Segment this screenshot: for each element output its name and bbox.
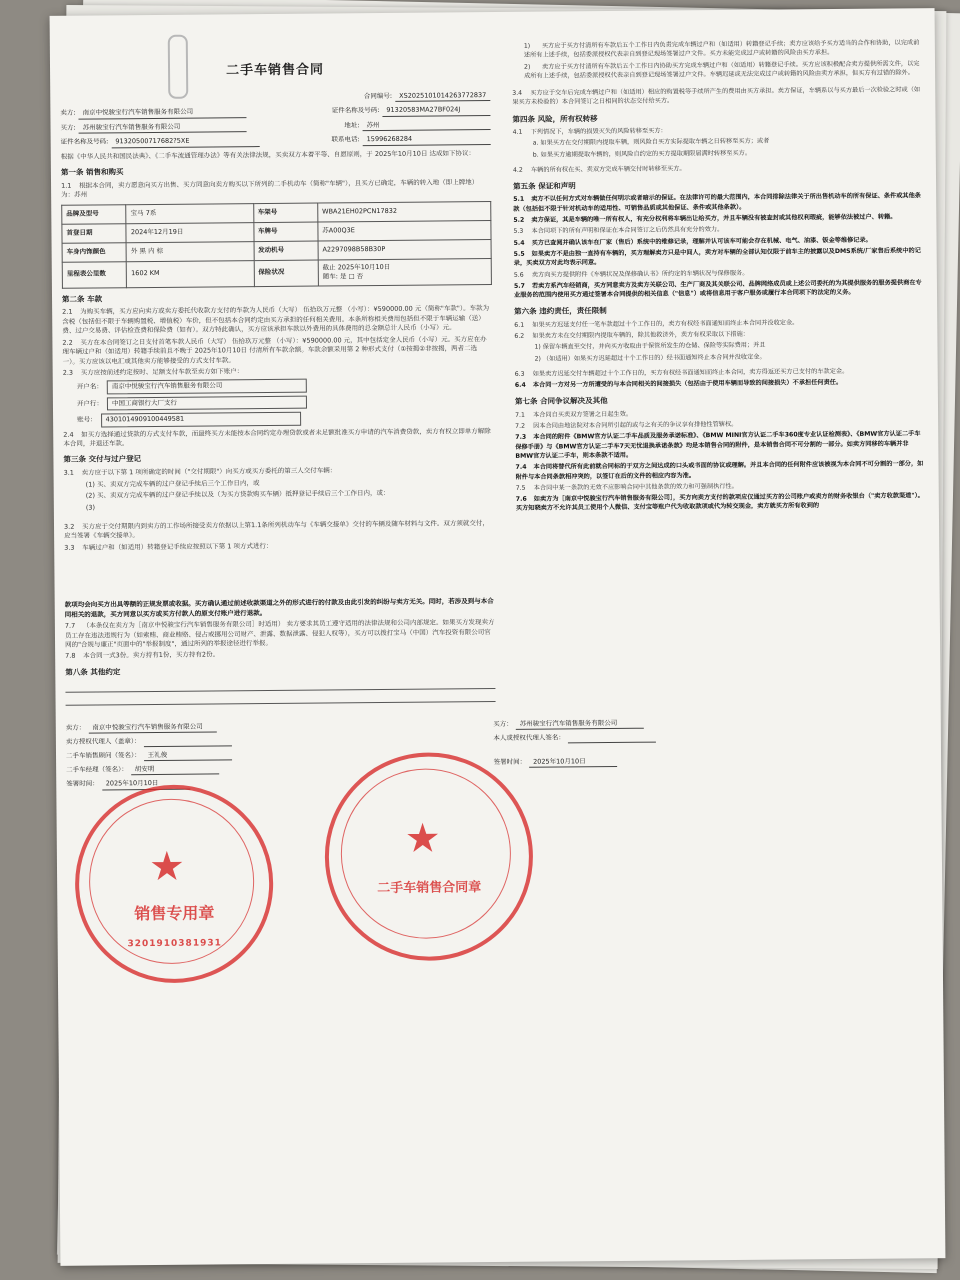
clause-7-6: 7.6 如卖方为［南京中悦骏宝行汽车销售服务有限公司］，买方向卖方支付的款项应仅通过买方的公司账户或卖方的财务收银台（"卖方收款渠道"）。买方知晓卖方不允许其员工使用个人微信、支付宝等账户代为收取款项或代为转交现金，卖方就买方所有收到的 bbox=[515, 492, 924, 513]
article-2-3: 2.3 买方应按前述约定按时、足额支付车款至卖方如下账户： bbox=[62, 367, 244, 377]
article-2-title: 第二条 车款 bbox=[61, 293, 103, 304]
vin-value: WBA21EH02PCN17832 bbox=[318, 201, 491, 222]
clause-4-1b: b. 如果买方逾期提取车辆的，则风险自约定的买方提取期限届满时转移至买方。 bbox=[532, 149, 752, 159]
clause-7-5: 7.5 本合同中某一条款的无效不应影响合同中其他条款的效力和可强制执行性。 bbox=[515, 482, 738, 492]
sig-buyer-value: 苏州骏宝行汽车销售服务有限公司 bbox=[516, 718, 644, 730]
article-3-1c: (3) bbox=[85, 503, 96, 512]
seller-seal-text: 销售专用章 bbox=[134, 903, 215, 924]
clause-1-text: 买方应于买方付清所有车款后五个工作日内负责完成车辆过户和（如适用）转籍登记手续；卖方应该给予买方适当的合作和协助，以完成前述所有上述手续，包括委派授权代表亲自到登记现场签署过户文件。买方未能完成过户或转籍的风险由买方承担。 bbox=[523, 39, 920, 60]
clause-5-5-text: 如果卖方不是由独一直持有车辆的，买方理解卖方只是中间人，卖方对车辆的全部认知仅限于前车主的披露以及DMS系统/厂家售后系统中的记录，买卖双方对此均表示同意。 bbox=[513, 247, 921, 268]
clause-2: 2) 卖方应于买方付清所有车款后五个工作日内协助买方完成车辆过户和（如适用）转籍登记手续。买方应该积极配合卖方提供所需文件，以完成所有上述手续，包括委派授权代表亲自到登记现场签署过户文件。车辆迟延或无法完成过户或转籍的风险由卖方承担，但买方有过错的除外。 bbox=[523, 59, 920, 80]
article-3-3: 3.3 车辆过户和（如适用）转籍登记手续应按照以下第 1 项方式进行： bbox=[64, 541, 273, 552]
blank-line bbox=[65, 691, 495, 706]
clause-3-4: 3.4 买方应于交车后完成车辆过户和（如适用）相应的购置税等手续所产生的费用由买方承担。卖方保证，车辆系以与买方最后一次检验之时或（如果买方未检验的）本合同签订之日相同的状态交付给买方。 bbox=[512, 86, 921, 107]
seller-label: 卖方: bbox=[60, 108, 76, 118]
article-3-2-text: 买方应于交付期限内到卖方的工作场所接受卖方依据以上第1.1条所列机动车与《车辆交接单》交付的车辆及随车材料与文件。双方须就交付，应当签署《车辆交接单》。 bbox=[64, 519, 489, 541]
plate-value: 苏A00Q3E bbox=[318, 220, 491, 241]
buyer-id-row bbox=[61, 132, 491, 150]
article-3-1a: (1) 买、卖双方完成车辆的过户登记手续后三个工作日内，或 bbox=[85, 478, 260, 489]
bank-name-value: 中国工商银行大厂支行 bbox=[107, 395, 307, 410]
clause-7-1-text: 本合同自买卖双方签署之日起生效。 bbox=[533, 410, 633, 419]
bank-account-value: 4301014909100449581 bbox=[101, 412, 301, 427]
sig-date-label: 签署时间： bbox=[66, 779, 99, 789]
engine-value: A2297098B58B30P bbox=[318, 239, 491, 260]
article-2-1: 2.1 为购买车辆，买方应向卖方或卖方委托代收款方支付的车款为人民币（大写） 伍拾玖万元整 （小写）：¥590000.00 元（简称"车款"）。车款为含税（包括但不限于车辆购置税、增值税）车价，但不包括本合同约定由买方承担的任何相关费用。本条所称相关费用包括但不限于车辆运输（送）费、过户交易费、评估检查费和保险费（如有）。双方特此确认，买方应该承担车款以外费用的具体费用的总金额总计人民币（小写）元。 bbox=[62, 304, 490, 336]
contract-page bbox=[50, 8, 946, 1266]
clause-5-6: 5.6 卖方向买方提供附件《车辆状况及保修确认书》所约定的车辆状况与保修服务。 bbox=[513, 269, 749, 279]
clause-5-5: 5.5 如果卖方不是由独一直持有车辆的，买方理解卖方只是中间人，卖方对车辆的全部认知仅限于前车主的披露以及DMS系统/厂家售后系统中的记录，买卖双方对此均表示同意。 bbox=[513, 247, 921, 268]
clause-6-2: 6.2 如果卖方未在交付期限内提取车辆的，除其他救济外，卖方有权采取以下措施： bbox=[514, 330, 749, 340]
sig-seller-label: 卖方： bbox=[65, 723, 86, 732]
document-title: 二手车销售合同 bbox=[225, 62, 325, 79]
sig-seller-rep-value bbox=[144, 736, 232, 746]
clause-4-2: 4.2 车辆的所有权在买、卖双方完成车辆交付时转移至买方。 bbox=[512, 165, 686, 174]
clause-5-7-text: 若卖方系汽车经销商，买方同意卖方及卖方关联公司、生产厂商及其关联公司、品牌网络成员或上述公司委托的为其提供服务的服务提供商在专业服务的范围内使用买方通过签署本合同提供的相关信息（"信息"）或将信息用于客户服务或履行本合同项下的法定的义务。 bbox=[513, 279, 922, 299]
sig-buyer-rep-label: 本人或授权代理人签名： bbox=[493, 733, 565, 743]
article-3-2: 3.2 买方应于交付期限内到卖方的工作场所接受卖方依据以上第1.1条所列机动车与《车辆交接单》交付的车辆及随车材料与文件。双方须就交付，应当签署《车辆交接单》。 bbox=[63, 519, 489, 541]
article-2-1-text: 为购买车辆，买方应向卖方或卖方委托代收款方支付的车款为人民币（大写） 伍拾玖万元整 （小写）：¥590000.00 元（简称"车款"）。车款为含税（包括但不限于车辆购置税、增值税）车价，但不包括本合同约定由买方承担的任何相关费用。本条所称相关费用包括但不限于车辆运输（送）费、过户交易费、评估检查费和保险费（如有）。双方特此确认，买方应该承担车款以外费用的具体费用的总金额总计人民币（小写）元。 bbox=[62, 304, 490, 336]
clause-5-2-text: 卖方保证，其是车辆的唯一所有权人，有充分权利将车辆出让给买方，并且车辆没有被查封或其他权利瑕疵，能够依法被过户、转籍。 bbox=[531, 213, 897, 224]
phone-value: 15996268284 bbox=[363, 134, 491, 146]
article-7-8-text: 本合同一式3份。卖方持有1份，买方持有2份。 bbox=[83, 650, 220, 661]
article-7-title: 第七条 合同争议解决及其他 bbox=[514, 396, 608, 407]
clause-7-3-text: 本合同的附件《BMW官方认证二手车品质及服务承诺标准》、《BMW MINI官方认证二手车360度专业认证检测表》、《BMW官方认证二手车保修手册》与《BMW官方认证二手车7天无忧退换承诺条款》均是本销售合同的附件，是本销售合同不可分割的一部分。如卖方同移的车辆并非BMW官方认证二手车，则本条款不适用。 bbox=[515, 430, 921, 460]
clause-6-1: 6.1 如果买方迟延支付任一笔车款超过十个工作日的，卖方有权经书面通知而终止本合同并没收定金。 bbox=[514, 319, 799, 329]
article-2-2: 2.2 买方在本合同签订之日支付首笔车款人民币（大写） 伍拾玖万元整 （小写）：¥590000.00 元，其中包括定金人民币（小写）元。买方应在办理车辆过户和（如适用）转籍手续前且不晚于 2025年10月10日 付清所有车款余额。车款余额采用第 2 种形式支付（①按揭②非按揭，两者二选一）。买方应该以电汇或其他卖方能够接受的方式支付车款。 bbox=[62, 334, 487, 366]
clause-5-1: 5.1 卖方不以任何方式对车辆做任何明示或者暗示的保证。在法律许可的最大范围内，本合同排除法律关于所出售机动车的所有保证、条件或其他条款（包括但不限于针对机动车的适用性、可销售品质或其他保证、条件或其他条款）。 bbox=[513, 192, 922, 213]
buyer-company-seal bbox=[324, 752, 534, 962]
article-3-1b: (2) 买、卖双方完成车辆的过户登记手续以及（为买方贷款购买车辆）抵押登记手续后三个工作日内，或： bbox=[85, 489, 390, 500]
registration-date-label: 首登日期 bbox=[62, 223, 127, 243]
article-1-1-text: 根据本合同，卖方愿意向买方出售、买方同意向卖方购买以下所列的二手机动车（简称"车辆"），且买方已确定，车辆的转入地（即上牌地）为：苏州 bbox=[61, 177, 479, 200]
clause-7-1: 7.1 本合同自买卖双方签署之日起生效。 bbox=[515, 410, 633, 419]
clause-5-1-text: 卖方不以任何方式对车辆做任何明示或者暗示的保证。在法律许可的最大范围内，本合同排除法律关于所出售机动车的所有保证、条件或其他条款（包括但不限于针对机动车的适用性、可销售品质或其他保证、条件或其他条款）。 bbox=[513, 192, 922, 213]
insurance-with-car: 随车: 是 □ 否 bbox=[322, 272, 364, 281]
article-2-3-text: 买方应按前述约定按时、足额支付车款至卖方如下账户： bbox=[80, 367, 244, 377]
article-7-8: 7.8 本合同一式3份。卖方持有1份，买方持有2份。 bbox=[65, 650, 220, 661]
clause-5-2: 5.2 卖方保证，其是车辆的唯一所有权人，有充分权利将车辆出让给买方，并且车辆没有被查封或其他权利瑕疵，能够依法被过户、转籍。 bbox=[513, 213, 897, 224]
clause-1: 1) 买方应于买方付清所有车款后五个工作日内负责完成车辆过户和（如适用）转籍登记手续；卖方应该给予买方适当的合作和协助，以完成前述所有上述手续，包括委派授权代表亲自到登记现场签署过户文件。买方未能完成过户或转籍的风险由买方承担。 bbox=[523, 39, 920, 60]
article-7-7-text: （本条仅在卖方为［南京中悦骏宝行汽车销售服务有限公司］时适用） 卖方要求其员工遵守适用的法律法规和公司内部规定。如果买方发现卖方员工存在违法违规行为（如索贿、商业贿赂、侵占或挪用公司财产、泄露、数据泄露、侵犯人权等），买方可以拨打宝马（中国）汽车投资有限公司官网的"合规与廉正"页面中的"举报制度"，通过所列的举报途径进行举报。 bbox=[64, 618, 495, 649]
clause-3-4-text: 买方应于交车后完成车辆过户和（如适用）相应的购置税等手续所产生的费用由买方承担。卖方保证，车辆系以与买方最后一次检验之时或（如果买方未检验的）本合同签订之日相同的状态交付给买方。 bbox=[512, 86, 921, 107]
insurance-value bbox=[318, 258, 491, 285]
bank-account-row bbox=[77, 410, 493, 427]
clause-5-7: 5.7 若卖方系汽车经销商，买方同意卖方及卖方关联公司、生产厂商及其关联公司、品牌网络成员或上述公司委托的为其提供服务的服务提供商在专业服务的范围内使用买方通过签署本合同提供的相关信息（"信息"）或将信息用于客户服务或履行本合同项下的法定的义务。 bbox=[513, 279, 922, 299]
color-value: 外 黑 内 棕 bbox=[126, 241, 253, 261]
sig-seller-rep-label: 卖方授权代理人（盖章）： bbox=[65, 737, 141, 746]
article-2-4: 2.4 如买方选择通过贷款的方式支付车款，而最终买方未能按本合同约定办理贷款或者未足额批准买方申请的汽车消费贷款，卖方有权立即单方解除本合同，并退还车款。 bbox=[63, 426, 491, 448]
seller-signature bbox=[66, 718, 232, 795]
clause-7-3: 7.3 本合同的附件《BMW官方认证二手车品质及服务承诺标准》、《BMW MINI官方认证二手车360度专业认证检测表》、《BMW官方认证二手车保修手册》与《BMW官方认证二手车7天无忧退换承诺条款》均是本销售合同的附件，是本销售合同不可分割的一部分。如卖方同移的车辆并非BMW官方认证二手车，则本条款不适用。 bbox=[515, 430, 921, 460]
bank-holder-value: 南京中悦骏宝行汽车销售服务有限公司 bbox=[107, 379, 307, 394]
sig-seller-value: 南京中悦骏宝行汽车销售服务有限公司 bbox=[88, 722, 216, 734]
clause-6-2b: 2) （如适用）如果买方迟延超过十个工作日的）经书面通知终止本合同并没收定金。 bbox=[534, 353, 766, 363]
sig-buyer-label: 买方： bbox=[493, 719, 513, 728]
star-icon: ★ bbox=[404, 815, 441, 862]
clause-5-4-text: 买方已查阅并确认该车在厂家（售后）系统中的维修记录，理解并认可该车可能会存在机械、电气、油漆、钣金等维修记录。 bbox=[531, 236, 872, 247]
sig-buyer-date-label: 签署时间： bbox=[493, 757, 527, 766]
article-1-title: 第一条 销售和购买 bbox=[60, 167, 124, 177]
clause-2-text: 卖方应于买方付清所有车款后五个工作日内协助买方完成车辆过户和（如适用）转籍登记手续。买方应该积极配合卖方提供所需文件，以完成所有上述手续，包括委派授权代表亲自到登记现场签署过户文件。车辆迟延或无法完成过户或转籍的风险由卖方承担，但买方有过错的除外。 bbox=[524, 59, 920, 80]
vehicle-table bbox=[61, 201, 492, 289]
buyer-label: 买方: bbox=[60, 123, 76, 132]
sig-advisor-label: 二手车销售顾问（签名）： bbox=[65, 750, 141, 760]
bank-name-row bbox=[77, 394, 493, 411]
clause-6-4-text: 本合同一方对另一方所遭受的与本合同相关的间接损失（包括由于使用车辆而导致的间接损失）不承担任何责任。 bbox=[532, 379, 843, 389]
clause-5-4: 5.4 买方已查阅并确认该车在厂家（售后）系统中的维修记录，理解并认可该车可能会存在机械、电气、油漆、钣金等维修记录。 bbox=[513, 236, 872, 247]
engine-label: 发动机号 bbox=[254, 241, 319, 261]
clause-4-2-text: 车辆的所有权在买、卖双方完成车辆交付时转移至买方。 bbox=[530, 165, 686, 174]
brand-value: 宝马 7系 bbox=[126, 203, 253, 223]
clause-5-3: 5.3 本合同项下的所有声明和保证在本合同签订之后仍然具有充分的效力。 bbox=[513, 226, 724, 236]
insurance-date: 截止 2025年10月10日 bbox=[322, 262, 391, 272]
article-4-title: 第四条 风险，所有权转移 bbox=[512, 113, 598, 124]
right-column bbox=[512, 36, 926, 515]
buyer-seal-text: 二手车销售合同章 bbox=[377, 880, 482, 897]
article-3-1-text: 卖方应于以下第 1 项所确定的时间（"交付期限"）向买方或买方委托的第三人交付车辆： bbox=[81, 466, 337, 477]
registration-date-value: 2024年12月19日 bbox=[126, 222, 253, 242]
blank-line bbox=[65, 678, 495, 693]
clause-7-2-text: 因本合同由地法院对本合同所引起的或与之有关的争议享有排他性管辖权。 bbox=[533, 420, 738, 430]
contract-number-value: XS2025101014263772837 bbox=[395, 91, 490, 102]
plate-label: 车牌号 bbox=[253, 222, 318, 242]
bank-account-label: 账号： bbox=[77, 415, 97, 424]
buyer-id-label: 证件名称及号码: bbox=[60, 137, 109, 146]
star-icon: ★ bbox=[148, 843, 186, 891]
clause-7-5-text: 本合同中某一条款的无效不应影响合同中其他条款的效力和可强制执行性。 bbox=[533, 482, 738, 492]
clause-7-6-text: 如卖方为［南京中悦骏宝行汽车销售服务有限公司］，买方向卖方支付的款项应仅通过买方的公司账户或卖方的财务收银台（"卖方收款渠道"）。买方知晓卖方不允许其员工使用个人微信、支付宝等账户代为收取款项或代为转交现金，卖方就买方所有收到的 bbox=[515, 492, 924, 513]
sig-buyer-date-value: 2025年10月10日 bbox=[529, 756, 617, 767]
clause-6-3: 6.3 如果卖方迟延交付车辆超过十个工作日的，买方有权经书面通知而终止本合同，卖方得返还买方已支付的车款定金。 bbox=[514, 367, 849, 378]
clause-5-3-text: 本合同项下的所有声明和保证在本合同签订之后仍然具有充分的效力。 bbox=[531, 226, 724, 236]
clause-7-4: 7.4 本合同将替代所有此前就合同标的于双方之间达成的口头或书面的协议或理解。并且本合同的任何附件应该被视为本合同不可分割的一部分，如附件与本合同条款相冲突的，以签订在后的文件的相应内容为准。 bbox=[515, 460, 924, 481]
clause-4-1a: a. 如果买方在交付期限内提取车辆，则风险自买方实际提取车辆之日转移至买方；或者 bbox=[532, 137, 770, 148]
article-3-3-text: 车辆过户和（如适用）转籍登记手续应按照以下第 1 项方式进行： bbox=[82, 541, 273, 552]
clause-4-1-text: 下列情况下，车辆的损毁灭失的风险转移至买方： bbox=[530, 127, 667, 136]
phone-label: 联系电话: bbox=[331, 135, 360, 144]
insurance-label: 保险状况 bbox=[254, 260, 319, 286]
article-1-1: 1.1 根据本合同，卖方愿意向买方出售、买方同意向卖方购买以下所列的二手机动车（简称"车辆"），且买方已确定，车辆的转入地（即上牌地）为：苏州 bbox=[61, 177, 479, 200]
article-3-title: 第三条 交付与过户登记 bbox=[63, 454, 142, 465]
buyer-signature bbox=[493, 714, 656, 791]
bank-holder-label: 开户名： bbox=[76, 382, 103, 392]
article-3-1: 3.1 卖方应于以下第 1 项所确定的时间（"交付期限"）向买方或买方委托的第三人交付车辆： bbox=[63, 466, 337, 478]
clause-6-1-text: 如果买方迟延支付任一笔车款超过十个工作日的，卖方有权经书面通知而终止本合同并没收定金。 bbox=[532, 319, 799, 329]
sig-advisor-value: 王礼俊 bbox=[144, 750, 232, 761]
seller-seal-code: 3201910381931 bbox=[127, 938, 222, 950]
mileage-label: 里程表公里数 bbox=[62, 261, 127, 287]
table-row bbox=[62, 258, 491, 288]
sig-date-value: 2025年10月10日 bbox=[102, 779, 190, 790]
payment-channel-note: 款项均会向买方出具等额的正规发票或收据。买方确认通过前述收款渠道之外的形式进行的付款及由此引发的纠纷与卖方无关。同时，若涉及到与本合同相关的退款，买方同意以买方或买方付款人的原支付账户进行退款。 bbox=[64, 597, 494, 619]
address-label: 地址: bbox=[344, 120, 360, 130]
article-6-title: 第六条 违约责任，责任限制 bbox=[514, 306, 607, 317]
article-8-title: 第八条 其他约定 bbox=[65, 667, 121, 677]
clause-6-3-text: 如果卖方迟延交付车辆超过十个工作日的，买方有权经书面通知而终止本合同，卖方得返还买方已支付的车款定金。 bbox=[532, 367, 849, 378]
article-7-7: 7.7 （本条仅在卖方为［南京中悦骏宝行汽车销售服务有限公司］时适用） 卖方要求其员工遵守适用的法律法规和公司内部规定。如果买方发现卖方员工存在违法违规行为（如索贿、商业贿赂、侵占或挪用公司财产、泄露、数据泄露、侵犯人权等），买方可以拨打宝马（中国）汽车投资有限公司官网的"合规与廉正"页面中的"举报制度"，通过所列的举报途径进行举报。 bbox=[64, 618, 495, 649]
sig-manager-value: 胡安明 bbox=[131, 764, 219, 775]
buyer-value: 苏州骏宝行汽车销售服务有限公司 bbox=[79, 122, 247, 134]
article-5-title: 第五条 保证和声明 bbox=[513, 181, 576, 192]
buyer-id-value: 91320500717682?5XE bbox=[111, 136, 259, 148]
vin-label: 车架号 bbox=[253, 203, 318, 223]
seller-id-value: 91320583MA27BF024J bbox=[382, 105, 490, 116]
clause-7-4-text: 本合同将替代所有此前就合同标的于双方之间达成的口头或书面的协议或理解。并且本合同的任何附件应该被视为本合同不可分割的一部分，如附件与本合同条款相冲突的，以签订在后的文件的相应内容为准。 bbox=[515, 460, 924, 481]
preamble: 根据《中华人民共和国民法典》、《二手车流通管理办法》等有关法律法规，买卖双方本着平等、自愿原则，于 2025年10月10日 达成如下协议： bbox=[60, 148, 476, 161]
bank-name-label: 开户行： bbox=[76, 399, 103, 408]
bank-holder-row bbox=[77, 377, 493, 394]
contract-number-label: 合同编号: bbox=[363, 91, 393, 100]
article-2-4-text: 如买方选择通过贷款的方式支付车款，而最终买方未能按本合同约定办理贷款或者未足额批准买方申请的汽车消费贷款，卖方有权立即单方解除本合同，并退还车款。 bbox=[63, 426, 491, 448]
mileage-value: 1602 KM bbox=[127, 260, 254, 287]
clause-5-6-text: 卖方向买方提供附件《车辆状况及保修确认书》所约定的车辆状况与保修服务。 bbox=[531, 269, 749, 279]
clause-6-2a: 1) 保留车辆直至交付，并向买方收取由于保管所发生的仓储、保险等实际费用；并且 bbox=[534, 341, 766, 351]
clause-6-2-text: 如果卖方未在交付期限内提取车辆的，除其他救济外，卖方有权采取以下措施： bbox=[532, 330, 749, 340]
clause-4-1: 4.1 下列情况下，车辆的损毁灭失的风险转移至买方： bbox=[512, 127, 667, 136]
seller-value: 南京中悦骏宝行汽车销售服务有限公司 bbox=[79, 107, 247, 119]
color-label: 车身内饰颜色 bbox=[62, 242, 127, 262]
seller-id-label: 证件名称及号码: bbox=[331, 106, 380, 115]
sig-buyer-rep-value bbox=[568, 733, 656, 743]
brand-label: 品牌及型号 bbox=[62, 204, 127, 224]
seller-company-seal bbox=[74, 784, 274, 984]
article-2-2-text: 买方在本合同签订之日支付首笔车款人民币（大写） 伍拾玖万元整 （小写）：¥590000.00 元，其中包括定金人民币（小写）元。买方应在办理车辆过户和（如适用）转籍手续前且不晚于 2025年10月10日 付清所有车款余额。车款余额采用第 2 种形式支付（①按揭②非按揭，两者二选一）。买方应该以电汇或其他卖方能够接受的方式支付车款。 bbox=[62, 334, 487, 366]
sig-manager-label: 二手车经理（签名）： bbox=[66, 765, 128, 774]
address-value: 苏州 bbox=[362, 120, 490, 132]
clause-6-4: 6.4 本合同一方对另一方所遭受的与本合同相关的间接损失（包括由于使用车辆而导致的间接损失）不承担任何责任。 bbox=[514, 379, 843, 390]
clause-7-2: 7.2 因本合同由地法院对本合同所引起的或与之有关的争议享有排他性管辖权。 bbox=[515, 420, 738, 430]
